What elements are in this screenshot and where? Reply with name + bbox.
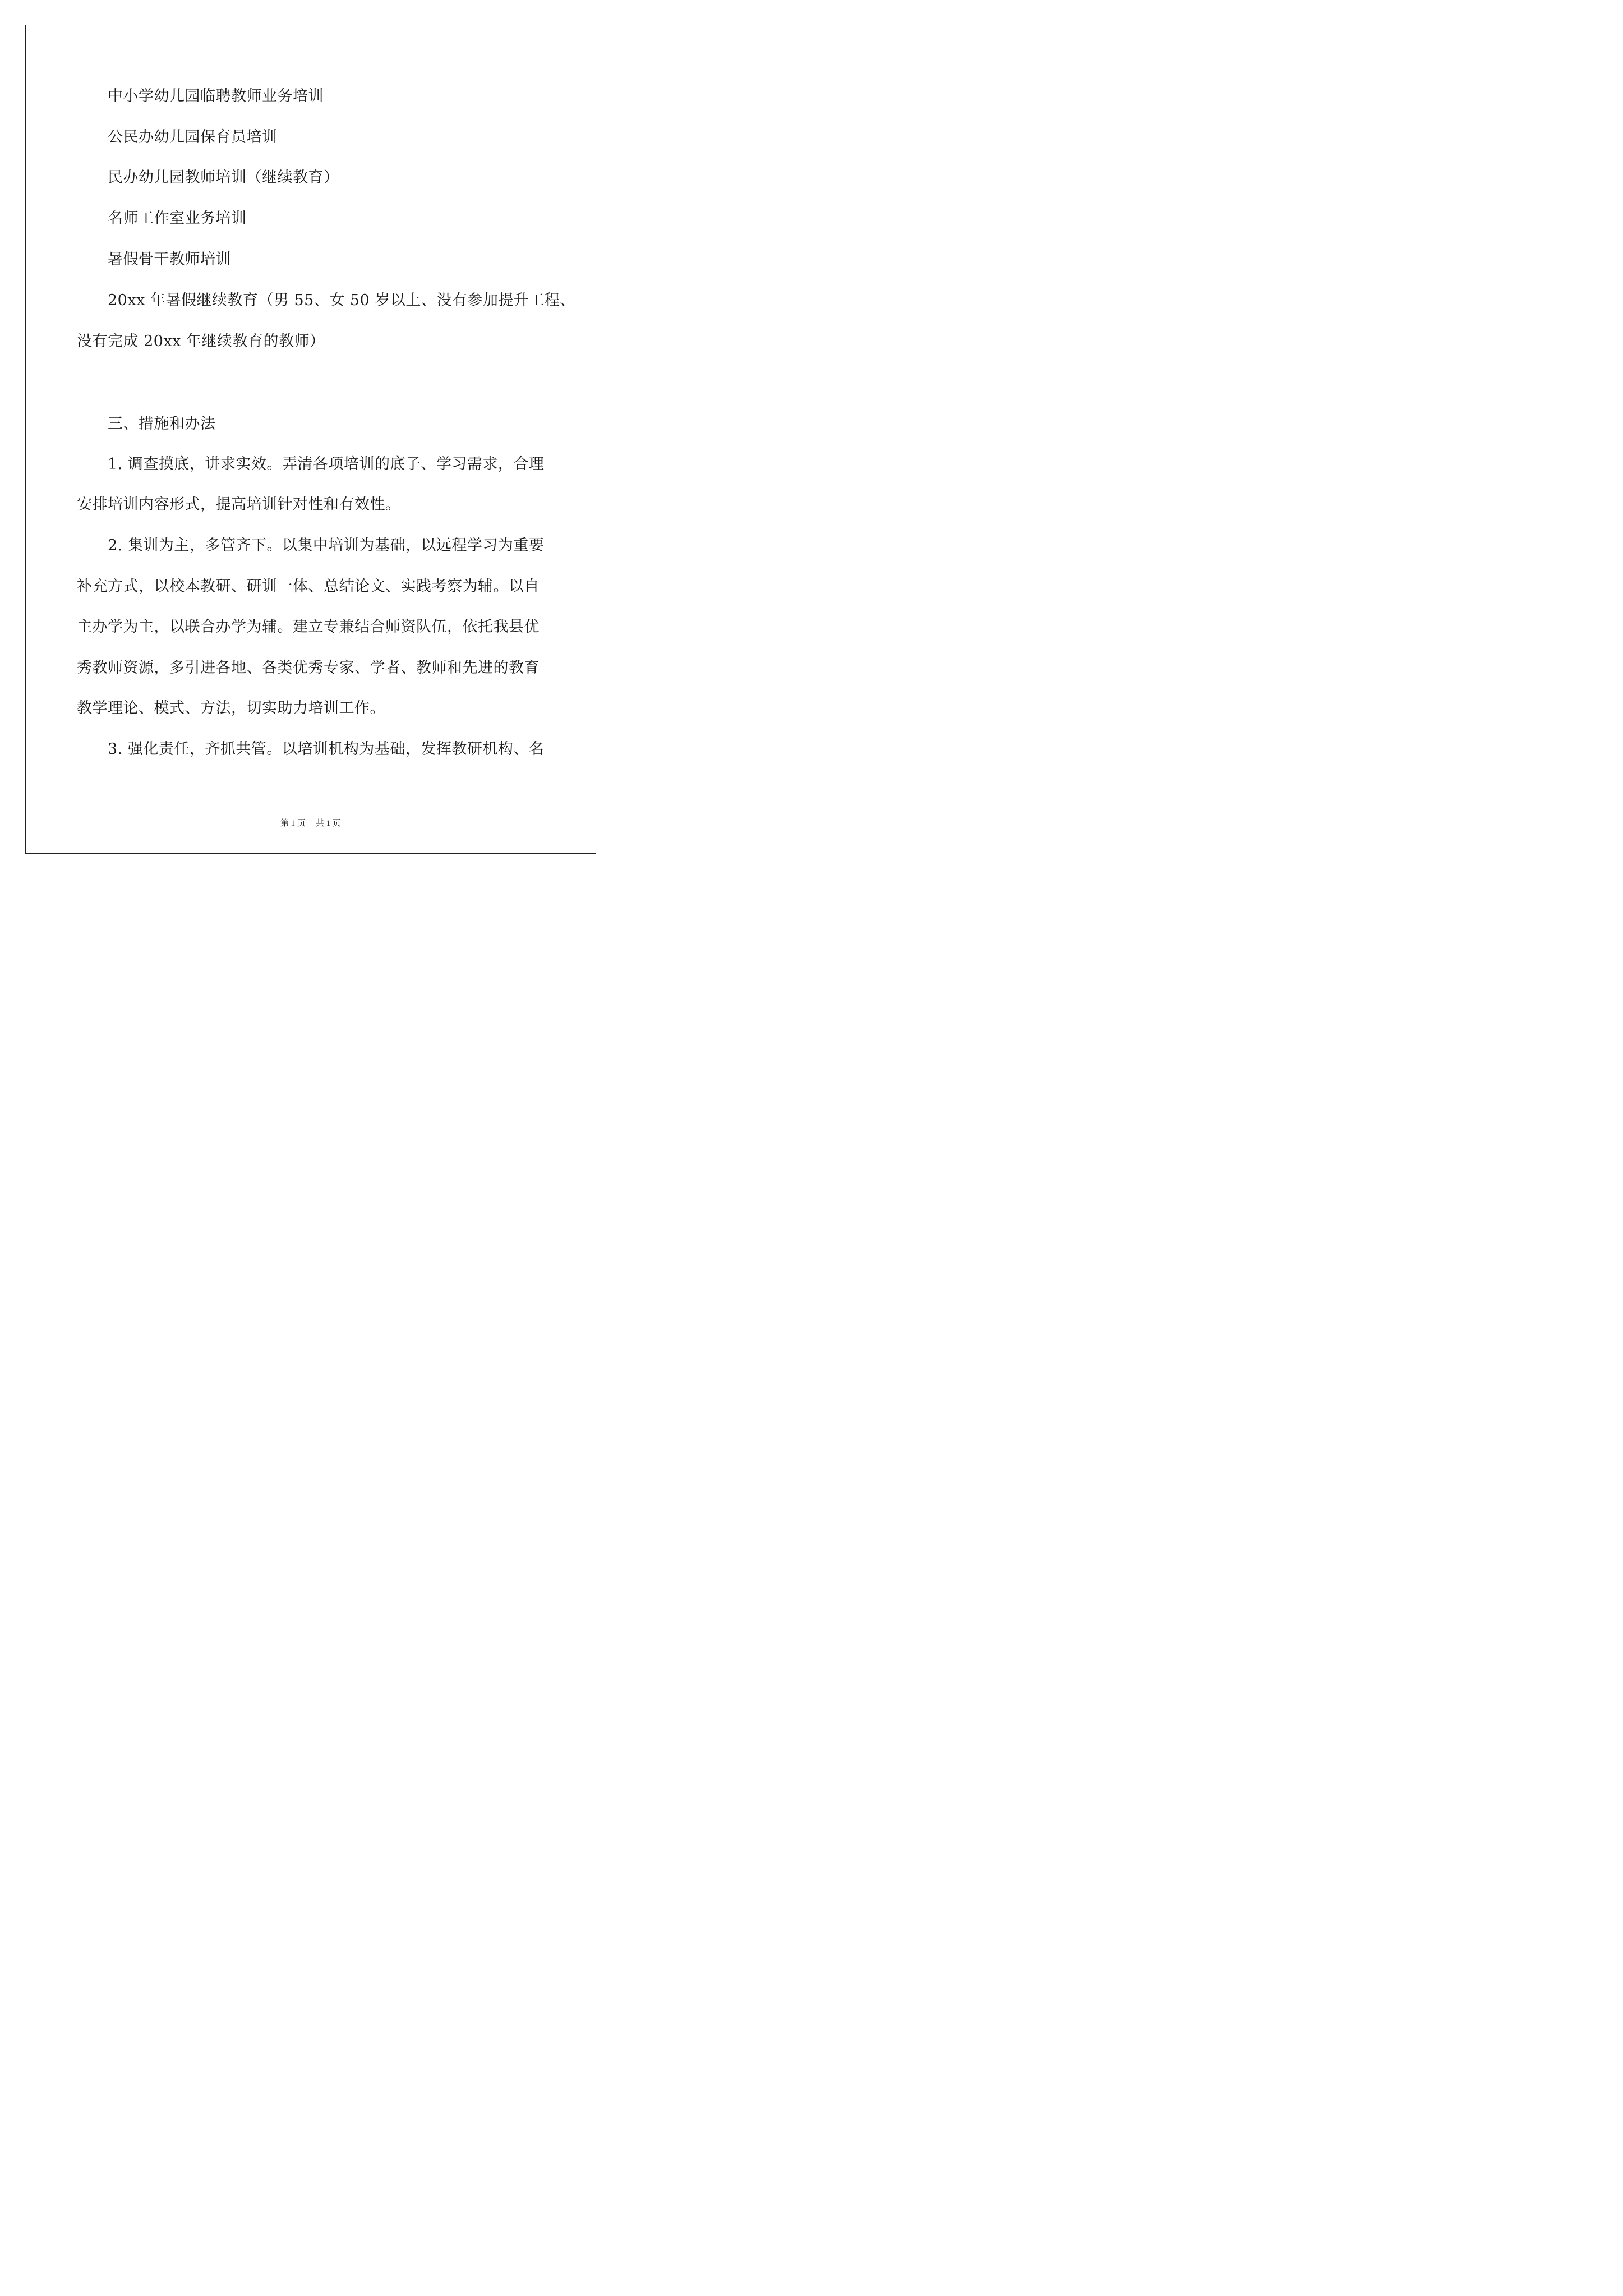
list-item: 公民办幼儿园保育员培训 bbox=[108, 128, 278, 146]
page-footer bbox=[0, 817, 621, 829]
paragraph-line: 3. 强化责任，齐抓共管。以培训机构为基础，发挥教研机构、名 bbox=[108, 740, 545, 758]
paragraph-line: 补充方式，以校本教研、研训一体、总结论文、实践考察为辅。以自 bbox=[77, 578, 540, 595]
paragraph-line: 教学理论、模式、方法，切实助力培训工作。 bbox=[77, 700, 385, 717]
page-border bbox=[25, 25, 596, 854]
list-item: 名师工作室业务培训 bbox=[108, 210, 247, 227]
page-total: 共 1 页 bbox=[316, 819, 342, 828]
paragraph-line: 主办学为主，以联合办学为辅。建立专兼结合师资队伍，依托我县优 bbox=[77, 618, 540, 636]
paragraph-line: 安排培训内容形式，提高培训针对性和有效性。 bbox=[77, 496, 401, 513]
paragraph-line: 1. 调查摸底，讲求实效。弄清各项培训的底子、学习需求，合理 bbox=[108, 455, 545, 473]
paragraph-line: 没有完成 20xx 年继续教育的教师） bbox=[77, 333, 325, 350]
section-heading: 三、措施和办法 bbox=[108, 415, 216, 432]
page-number: 第 1 页 bbox=[280, 819, 306, 828]
paragraph-line: 2. 集训为主，多管齐下。以集中培训为基础，以远程学习为重要 bbox=[108, 537, 545, 554]
paragraph-line: 秀教师资源，多引进各地、各类优秀专家、学者、教师和先进的教育 bbox=[77, 659, 540, 677]
list-item: 暑假骨干教师培训 bbox=[108, 251, 231, 268]
paragraph-line: 20xx 年暑假继续教育（男 55、女 50 岁以上、没有参加提升工程、 bbox=[108, 292, 575, 309]
list-item: 中小学幼儿园临聘教师业务培训 bbox=[108, 88, 324, 105]
list-item: 民办幼儿园教师培训（继续教育） bbox=[108, 169, 339, 186]
